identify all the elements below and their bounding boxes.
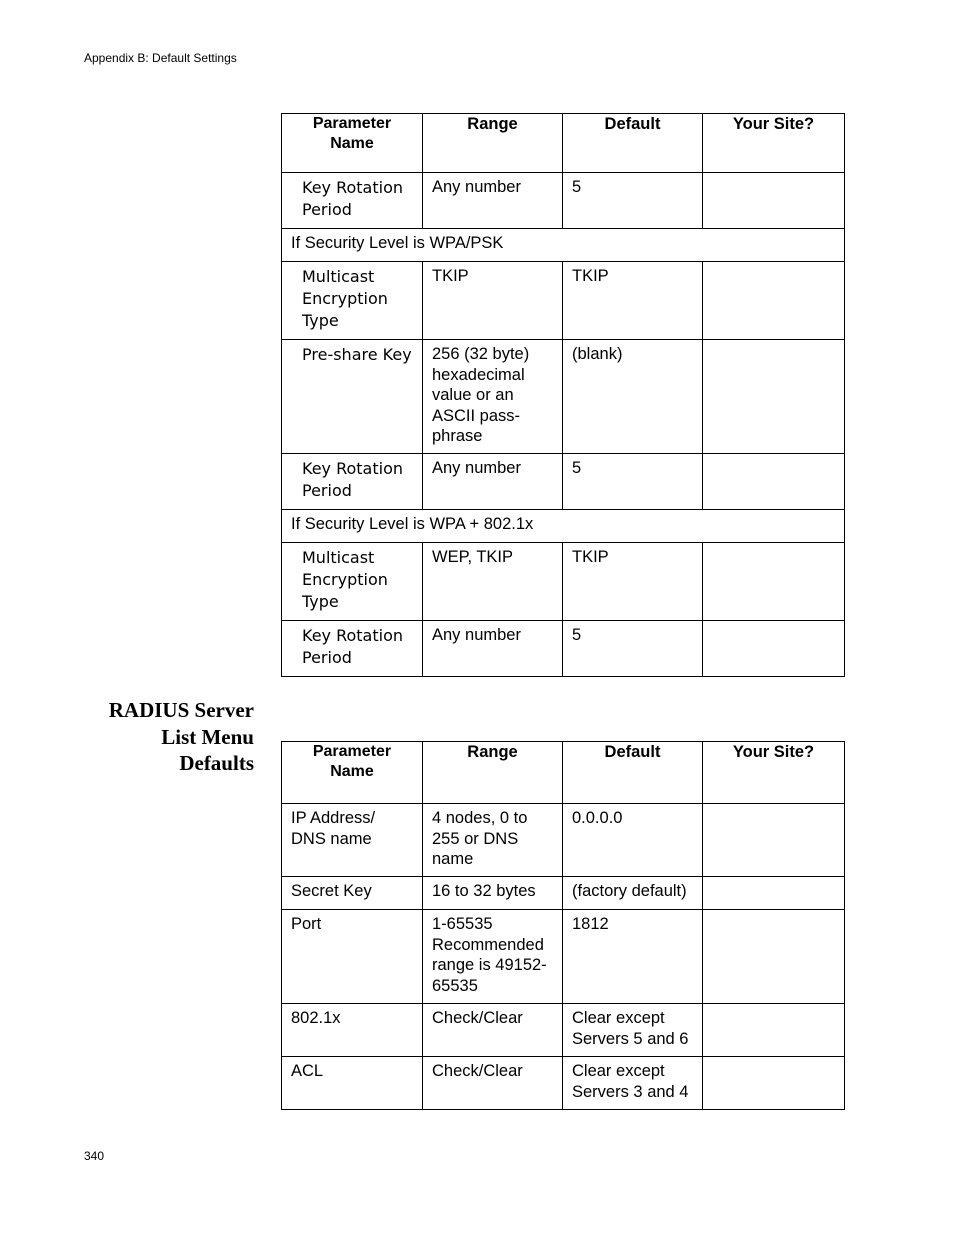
cell-parameter: Secret Key (282, 877, 423, 910)
section-label: If Security Level is WPA + 802.1x (282, 510, 845, 543)
section-heading-line: Defaults (179, 751, 254, 775)
radius-server-defaults-table (281, 741, 845, 1110)
header-parameter-name (282, 114, 423, 173)
table-header-row (282, 114, 845, 173)
table-row (282, 910, 845, 1004)
running-head: Appendix B: Default Settings (84, 51, 237, 65)
header-default: Default (563, 114, 703, 173)
cell-range: Any number (423, 454, 563, 510)
header-parameter-name-line1: Parameter (312, 743, 392, 760)
header-range: Range (423, 742, 563, 804)
cell-your-site (703, 621, 845, 677)
table-row (282, 340, 845, 454)
cell-your-site (703, 1057, 845, 1110)
header-your-site: Your Site? (703, 114, 845, 173)
cell-default: TKIP (563, 543, 703, 621)
section-label: If Security Level is WPA/PSK (282, 229, 845, 262)
cell-range: TKIP (423, 262, 563, 340)
cell-your-site (703, 340, 845, 454)
cell-range: Any number (423, 621, 563, 677)
header-range: Range (423, 114, 563, 173)
cell-range: Check/Clear (423, 1057, 563, 1110)
cell-your-site (703, 454, 845, 510)
section-heading-line: List Menu (161, 724, 254, 749)
header-parameter-name-line2: Name (330, 135, 374, 152)
cell-parameter: Multicast Encryption Type (282, 543, 423, 621)
header-your-site: Your Site? (703, 742, 845, 804)
cell-default: 5 (563, 621, 703, 677)
cell-parameter: Key Rotation Period (282, 621, 423, 677)
cell-default: Clear except Servers 5 and 6 (563, 1004, 703, 1057)
table-row (282, 877, 845, 910)
section-row (282, 510, 845, 543)
section-heading (60, 697, 254, 777)
table-row (282, 621, 845, 677)
header-parameter-name-line1: Parameter (312, 115, 392, 132)
cell-default: 0.0.0.0 (563, 804, 703, 877)
wpa-settings-table (281, 113, 845, 677)
cell-range: 4 nodes, 0 to 255 or DNS name (423, 804, 563, 877)
table-row (282, 804, 845, 877)
cell-your-site (703, 804, 845, 877)
cell-your-site (703, 543, 845, 621)
cell-parameter: Key Rotation Period (282, 454, 423, 510)
table-row (282, 262, 845, 340)
cell-range: 16 to 32 bytes (423, 877, 563, 910)
cell-your-site (703, 173, 845, 229)
page-number: 340 (84, 1149, 105, 1163)
cell-default: TKIP (563, 262, 703, 340)
cell-your-site (703, 262, 845, 340)
cell-range: Any number (423, 173, 563, 229)
header-parameter-name-line2: Name (330, 763, 374, 780)
table-row (282, 543, 845, 621)
cell-your-site (703, 877, 845, 910)
table-header-row (282, 742, 845, 804)
cell-default: 1812 (563, 910, 703, 1004)
table-row (282, 1004, 845, 1057)
cell-parameter: IP Address/ DNS name (282, 804, 423, 877)
cell-default: 5 (563, 454, 703, 510)
table-row (282, 1057, 845, 1110)
cell-default: Clear except Servers 3 and 4 (563, 1057, 703, 1110)
cell-parameter: Port (282, 910, 423, 1004)
cell-default: 5 (563, 173, 703, 229)
cell-default: (blank) (563, 340, 703, 454)
table-row (282, 173, 845, 229)
cell-your-site (703, 910, 845, 1004)
cell-parameter: 802.1x (282, 1004, 423, 1057)
cell-range: Check/Clear (423, 1004, 563, 1057)
section-heading-line: RADIUS Server (108, 698, 254, 722)
section-row (282, 229, 845, 262)
cell-parameter: ACL (282, 1057, 423, 1110)
header-default: Default (563, 742, 703, 804)
cell-parameter: Pre-share Key (282, 340, 423, 454)
cell-your-site (703, 1004, 845, 1057)
cell-parameter: Key Rotation Period (282, 173, 423, 229)
cell-range: WEP, TKIP (423, 543, 563, 621)
cell-parameter: Multicast Encryption Type (282, 262, 423, 340)
cell-range: 256 (32 byte) hexadecimal value or an ASCII pass-phrase (423, 340, 563, 454)
header-parameter-name (282, 742, 423, 804)
cell-range: 1-65535 Recommended range is 49152-65535 (423, 910, 563, 1004)
cell-default: (factory default) (563, 877, 703, 910)
table-row (282, 454, 845, 510)
